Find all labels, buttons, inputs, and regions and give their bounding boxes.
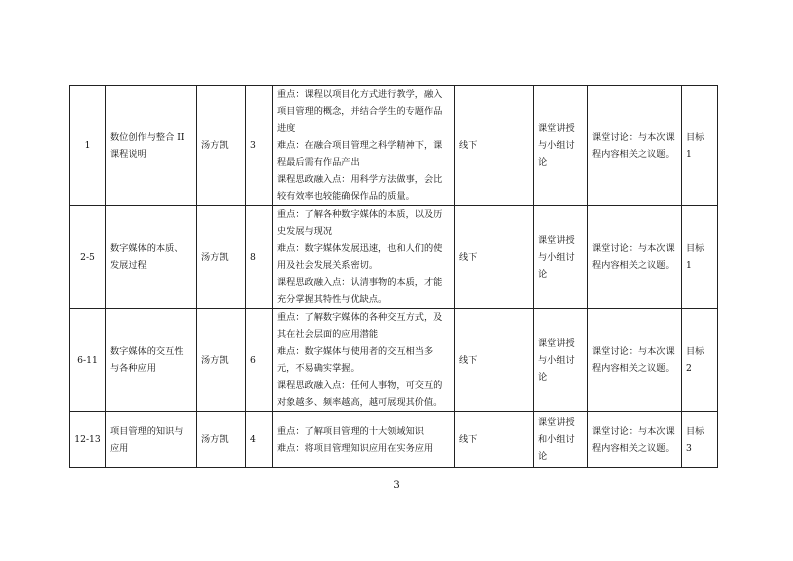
method-cell: 课堂讲授与小组讨论 — [534, 86, 588, 206]
content-cell — [273, 412, 455, 468]
hours-cell: 3 — [246, 86, 273, 206]
mode-cell: 线下 — [455, 309, 534, 412]
teacher-cell: 汤方凯 — [197, 309, 246, 412]
content-difficulty: 难点：将项目管理知识应用在实务应用 — [277, 442, 434, 454]
goal-cell: 目标 1 — [682, 86, 718, 206]
method-cell: 课堂讲授和小组讨论 — [534, 412, 588, 468]
week-cell: 1 — [70, 86, 106, 206]
activity-cell: 课堂讨论：与本次课程内容相关之议题。 — [588, 86, 682, 206]
teacher-cell: 汤方凯 — [197, 206, 246, 309]
activity-cell: 课堂讨论：与本次课程内容相关之议题。 — [588, 412, 682, 468]
topic-cell: 数字媒体的本质、发展过程 — [106, 206, 197, 309]
goal-cell: 目标 1 — [682, 206, 718, 309]
content-ideology: 课程思政融入点：任何人事物，可交互的对象越多、频率越高，越可展现其价值。 — [277, 380, 443, 408]
hours-cell: 4 — [246, 412, 273, 468]
table-row — [70, 412, 718, 468]
course-schedule-table — [69, 85, 718, 468]
activity-cell: 课堂讨论：与本次课程内容相关之议题。 — [588, 309, 682, 412]
goal-cell: 目标 3 — [682, 412, 718, 468]
goal-cell: 目标 2 — [682, 309, 718, 412]
mode-cell: 线下 — [455, 412, 534, 468]
teacher-cell: 汤方凯 — [197, 86, 246, 206]
method-cell: 课堂讲授与小组讨论 — [534, 309, 588, 412]
content-difficulty: 难点：在融合项目管理之科学精神下，课程最后需有作品产出 — [277, 140, 443, 168]
content-cell — [273, 206, 455, 309]
week-cell: 2-5 — [70, 206, 106, 309]
mode-cell: 线下 — [455, 206, 534, 309]
topic-cell: 数位创作与整合 II 课程说明 — [106, 86, 197, 206]
content-key-point: 重点：了解项目管理的十大领域知识 — [277, 425, 424, 437]
mode-cell: 线下 — [455, 86, 534, 206]
content-cell — [273, 86, 455, 206]
content-difficulty: 难点：数字媒体发展迅速，也和人们的使用及社会发展关系密切。 — [277, 243, 443, 271]
content-key-point: 重点：了解数字媒体的各种交互方式，及其在社会层面的应用潜能 — [277, 312, 443, 340]
hours-cell: 8 — [246, 206, 273, 309]
week-cell: 6-11 — [70, 309, 106, 412]
content-key-point: 重点：课程以项目化方式进行教学，融入项目管理的概念，并结合学生的专题作品进度 — [277, 89, 443, 134]
content-difficulty: 难点：数字媒体与使用者的交互相当多元，不易确实掌握。 — [277, 346, 434, 374]
method-cell: 课堂讲授与小组讨论 — [534, 206, 588, 309]
topic-cell: 项目管理的知识与应用 — [106, 412, 197, 468]
topic-cell: 数字媒体的交互性与各种应用 — [106, 309, 197, 412]
table-row — [70, 309, 718, 412]
content-ideology: 课程思政融入点：认清事物的本质，才能充分掌握其特性与优缺点。 — [277, 277, 443, 305]
activity-cell: 课堂讨论：与本次课程内容相关之议题。 — [588, 206, 682, 309]
week-cell: 12-13 — [70, 412, 106, 468]
content-ideology: 课程思政融入点：用科学方法做事，会比较有效率也较能确保作品的质量。 — [277, 174, 443, 202]
page-number: 3 — [393, 480, 400, 491]
content-key-point: 重点：了解各种数字媒体的本质，以及历史发展与现况 — [277, 209, 443, 237]
teacher-cell: 汤方凯 — [197, 412, 246, 468]
hours-cell: 6 — [246, 309, 273, 412]
table-row — [70, 206, 718, 309]
table-row — [70, 86, 718, 206]
content-cell — [273, 309, 455, 412]
